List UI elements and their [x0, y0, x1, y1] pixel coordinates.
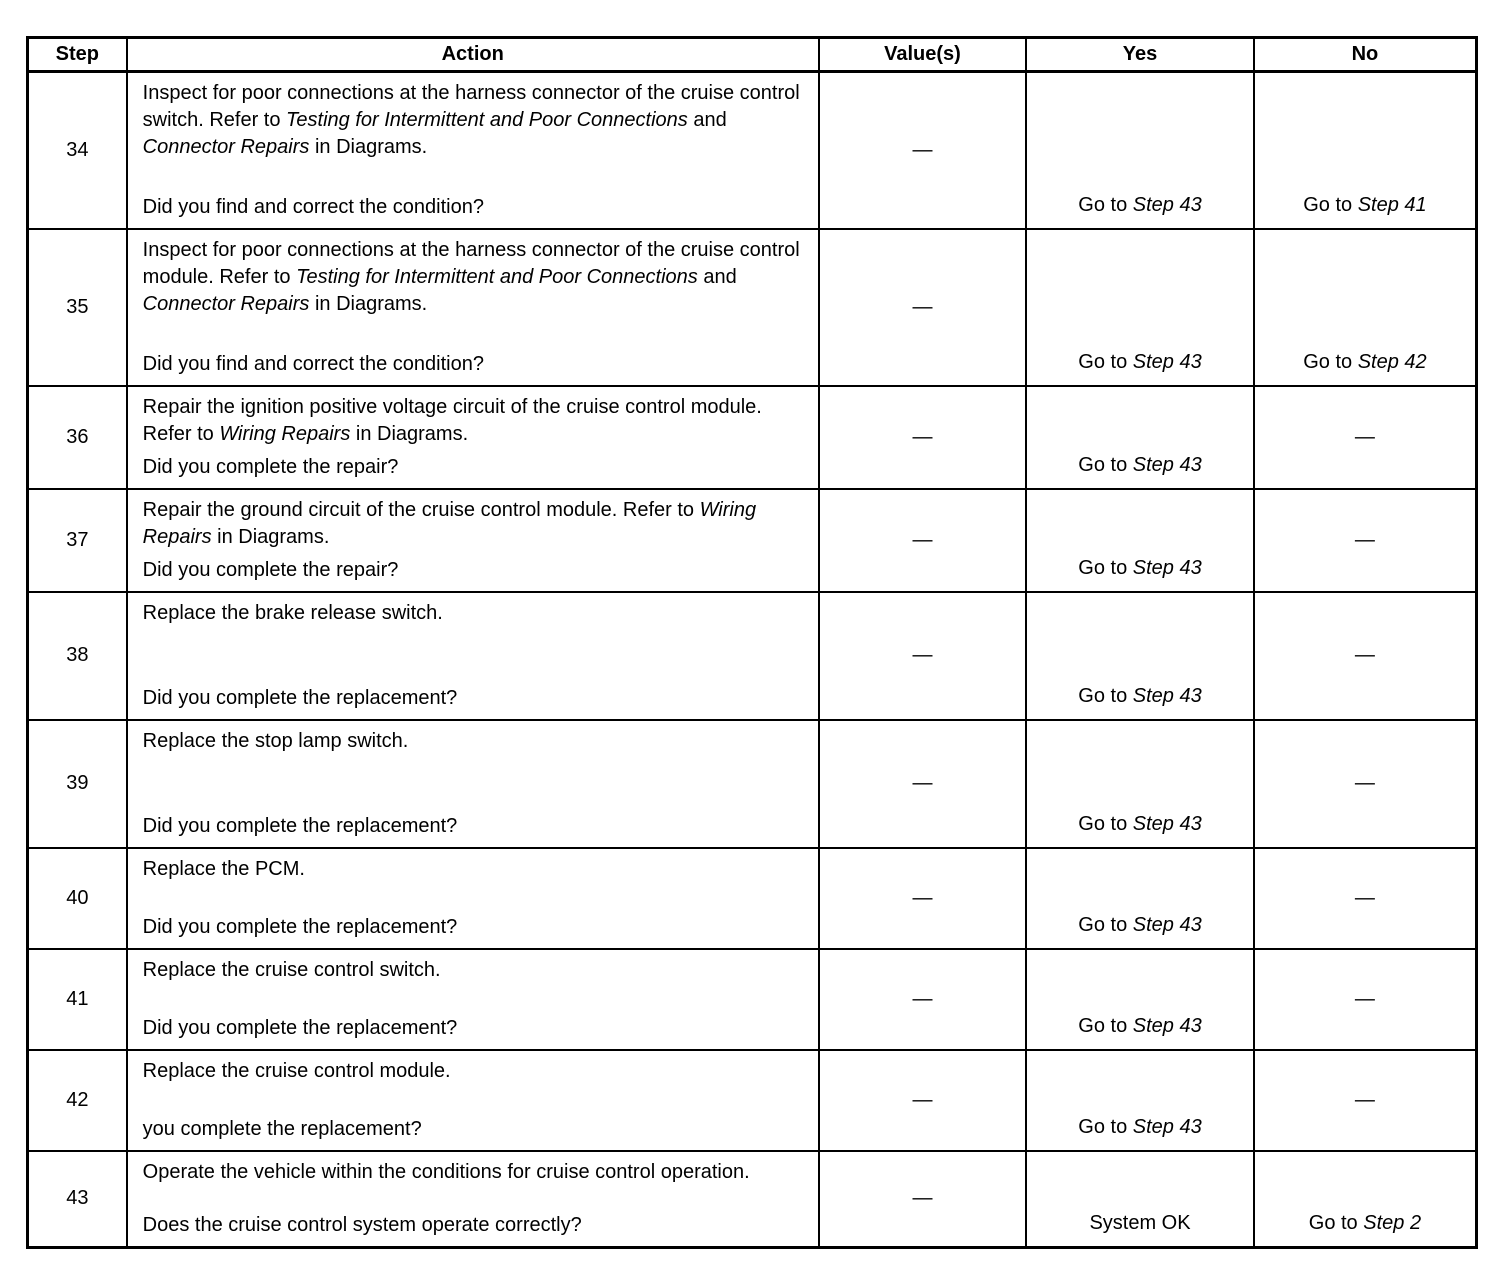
table-row: [28, 1050, 1477, 1151]
value-cell: —: [819, 848, 1026, 949]
action-text: Repair the ground circuit of the cruise control module. Refer to Wiring Repairs in Diagrams.: [142, 498, 757, 548]
action-question: you complete the replacement?: [142, 1117, 422, 1140]
action-question: Does the cruise control system operate correctly?: [142, 1214, 582, 1236]
col-header-yes: Yes: [1026, 38, 1254, 72]
no-cell: Go to Step 41: [1254, 72, 1477, 229]
step-number: 35: [28, 229, 127, 386]
header-row: [28, 38, 1477, 72]
action-question: Did you complete the replacement?: [142, 686, 458, 709]
yes-cell: Go to Step 43: [1026, 1050, 1254, 1151]
action-text: Replace the brake release switch.: [142, 601, 443, 624]
col-header-no: No: [1254, 38, 1477, 72]
step-number: 36: [28, 386, 127, 489]
yes-cell: Go to Step 43: [1026, 386, 1254, 489]
action-cell: [127, 1151, 819, 1248]
yes-cell: System OK: [1026, 1151, 1254, 1248]
value-cell: —: [819, 229, 1026, 386]
action-cell: [127, 848, 819, 949]
value-cell: —: [819, 1050, 1026, 1151]
yes-cell: Go to Step 43: [1026, 720, 1254, 848]
table-row: [28, 489, 1477, 592]
col-header-step: Step: [28, 38, 127, 72]
yes-cell: Go to Step 43: [1026, 848, 1254, 949]
action-text: Inspect for poor connections at the harness connector of the cruise control module. Refer to Testing for Intermittent and Poor Connections and Connector Repairs in Diagrams.: [142, 238, 800, 315]
yes-cell: Go to Step 43: [1026, 489, 1254, 592]
value-cell: —: [819, 72, 1026, 229]
yes-cell: Go to Step 43: [1026, 229, 1254, 386]
action-cell: [127, 1050, 819, 1151]
yes-cell: Go to Step 43: [1026, 72, 1254, 229]
action-text: Operate the vehicle within the conditions for cruise control operation.: [142, 1160, 750, 1183]
action-cell: [127, 72, 819, 229]
table-row: [28, 386, 1477, 489]
value-cell: —: [819, 949, 1026, 1050]
action-text: Replace the stop lamp switch.: [142, 729, 409, 752]
step-number: 42: [28, 1050, 127, 1151]
action-question: Did you find and correct the condition?: [142, 352, 484, 375]
no-cell: Go to Step 42: [1254, 229, 1477, 386]
no-cell: —: [1254, 386, 1477, 489]
action-question: Did you complete the repair?: [142, 558, 399, 581]
action-question: Did you complete the repair?: [142, 455, 399, 478]
action-question: Did you find and correct the condition?: [142, 195, 484, 218]
step-number: 40: [28, 848, 127, 949]
yes-cell: Go to Step 43: [1026, 949, 1254, 1050]
action-cell: [127, 489, 819, 592]
table-header: [28, 38, 1477, 72]
action-cell: [127, 386, 819, 489]
action-cell: [127, 720, 819, 848]
step-number: 41: [28, 949, 127, 1050]
step-number: 38: [28, 592, 127, 720]
table-row: [28, 1151, 1477, 1248]
table-row: [28, 72, 1477, 229]
action-cell: [127, 592, 819, 720]
table-row: [28, 848, 1477, 949]
action-question: Did you complete the replacement?: [142, 814, 458, 837]
no-cell: —: [1254, 489, 1477, 592]
action-text: Replace the PCM.: [142, 857, 305, 880]
no-cell: Go to Step 2: [1254, 1151, 1477, 1248]
table-row: [28, 229, 1477, 386]
action-text: Replace the cruise control module.: [142, 1059, 451, 1082]
diagnostic-table: [26, 36, 1478, 1249]
value-cell: —: [819, 489, 1026, 592]
value-cell: —: [819, 592, 1026, 720]
action-text: Repair the ignition positive voltage circuit of the cruise control module. Refer to Wiring Repairs in Diagrams.: [142, 395, 762, 445]
step-number: 43: [28, 1151, 127, 1248]
yes-cell: Go to Step 43: [1026, 592, 1254, 720]
action-cell: [127, 229, 819, 386]
table-body: [28, 72, 1477, 1248]
value-cell: —: [819, 1151, 1026, 1248]
no-cell: —: [1254, 720, 1477, 848]
no-cell: —: [1254, 1050, 1477, 1151]
action-text: Inspect for poor connections at the harness connector of the cruise control switch. Refer to Testing for Intermittent and Poor Connections and Connector Repairs in Diagrams.: [142, 82, 800, 158]
table-row: [28, 949, 1477, 1050]
no-cell: —: [1254, 949, 1477, 1050]
table-row: [28, 592, 1477, 720]
action-text: Replace the cruise control switch.: [142, 958, 441, 981]
action-question: Did you complete the replacement?: [142, 1016, 458, 1039]
step-number: 34: [28, 72, 127, 229]
no-cell: —: [1254, 848, 1477, 949]
col-header-values: Value(s): [819, 38, 1026, 72]
table-row: [28, 720, 1477, 848]
step-number: 37: [28, 489, 127, 592]
action-question: Did you complete the replacement?: [142, 915, 458, 938]
step-number: 39: [28, 720, 127, 848]
no-cell: —: [1254, 592, 1477, 720]
action-cell: [127, 949, 819, 1050]
col-header-action: Action: [127, 38, 819, 72]
value-cell: —: [819, 386, 1026, 489]
value-cell: —: [819, 720, 1026, 848]
